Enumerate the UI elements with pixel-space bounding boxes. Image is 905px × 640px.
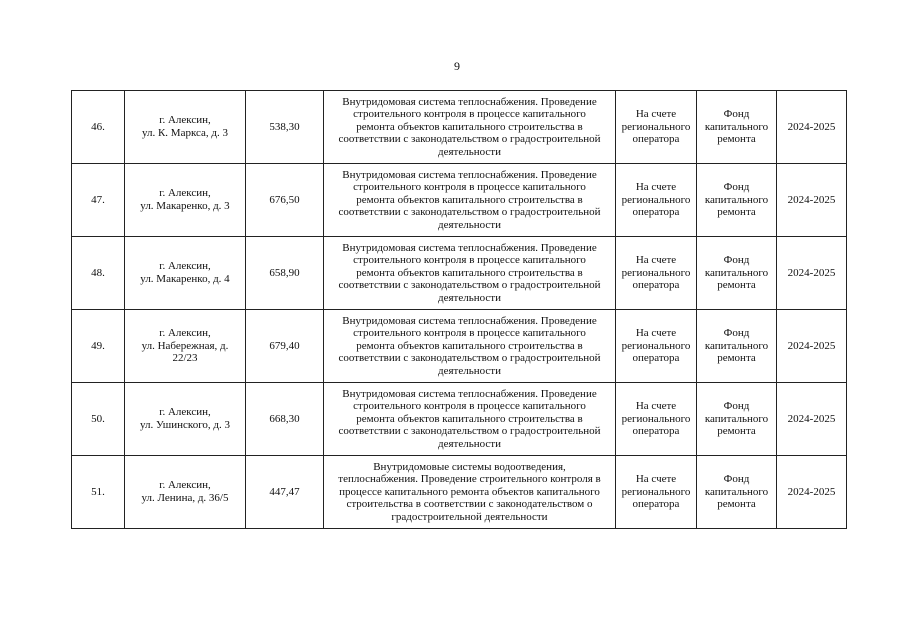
address-cell xyxy=(125,237,246,310)
account-line: На счете xyxy=(635,181,677,194)
work-description-cell xyxy=(324,164,616,237)
table-row xyxy=(72,310,847,383)
period-cell: 2024-2025 xyxy=(777,383,847,456)
fund-line: ремонта xyxy=(717,425,756,438)
account-line: регионального xyxy=(621,485,691,498)
work-line: Внутридомовая система теплоснабжения. Проведение xyxy=(342,168,597,181)
table-row xyxy=(72,237,847,310)
repair-plan-table xyxy=(71,90,847,529)
fund-line: ремонта xyxy=(717,133,756,146)
fund-line: капитального xyxy=(704,266,769,279)
fund-cell xyxy=(697,237,777,310)
work-description-cell xyxy=(324,91,616,164)
fund-line: ремонта xyxy=(717,352,756,365)
address-city: г. Алексин, xyxy=(159,327,211,340)
area-cell: 447,47 xyxy=(246,456,324,529)
fund-line: Фонд xyxy=(723,254,750,267)
address-city: г. Алексин, xyxy=(159,479,211,492)
area-cell: 679,40 xyxy=(246,310,324,383)
work-line: ремонта объектов капитального строительства в xyxy=(356,120,583,133)
work-line: ремонта объектов капитального строительства в xyxy=(356,412,583,425)
table-row xyxy=(72,383,847,456)
area-cell: 676,50 xyxy=(246,164,324,237)
period-cell: 2024-2025 xyxy=(777,310,847,383)
work-description-cell xyxy=(324,383,616,456)
work-line: ремонта объектов капитального строительства в xyxy=(356,339,583,352)
work-line: ремонта объектов капитального строительства в xyxy=(356,266,583,279)
fund-line: капитального xyxy=(704,412,769,425)
row-number: 49. xyxy=(72,310,125,383)
account-line: На счете xyxy=(635,108,677,121)
fund-line: Фонд xyxy=(723,181,750,194)
address-cell xyxy=(125,310,246,383)
row-number: 47. xyxy=(72,164,125,237)
period-cell: 2024-2025 xyxy=(777,456,847,529)
account-line: регионального xyxy=(621,339,691,352)
fund-cell xyxy=(697,383,777,456)
account-cell xyxy=(616,456,697,529)
work-line: строительного контроля в процессе капитального xyxy=(353,254,586,267)
account-line: На счете xyxy=(635,400,677,413)
address-cell xyxy=(125,91,246,164)
work-description-cell xyxy=(324,237,616,310)
account-line: регионального xyxy=(621,412,691,425)
account-cell xyxy=(616,383,697,456)
address-city: г. Алексин, xyxy=(159,260,211,273)
work-description-cell xyxy=(324,310,616,383)
account-line: оператора xyxy=(632,279,680,292)
table-row xyxy=(72,91,847,164)
row-number: 48. xyxy=(72,237,125,310)
address-street: ул. Набережная, д. 22/23 xyxy=(141,339,229,365)
period-cell: 2024-2025 xyxy=(777,164,847,237)
work-line: строительного контроля в процессе капитального xyxy=(353,327,586,340)
row-number: 46. xyxy=(72,91,125,164)
table-row xyxy=(72,164,847,237)
table-row xyxy=(72,456,847,529)
account-line: оператора xyxy=(632,133,680,146)
account-cell xyxy=(616,164,697,237)
account-line: На счете xyxy=(635,254,677,267)
account-line: оператора xyxy=(632,206,680,219)
account-cell xyxy=(616,91,697,164)
work-line: соответствии с законодательством о градостроительной xyxy=(338,279,601,292)
fund-line: капитального xyxy=(704,485,769,498)
address-street: ул. Макаренко, д. 3 xyxy=(140,200,230,212)
work-line: деятельности xyxy=(438,218,501,231)
fund-cell xyxy=(697,164,777,237)
account-line: оператора xyxy=(632,352,680,365)
fund-line: капитального xyxy=(704,120,769,133)
work-line: Внутридомовая система теплоснабжения. Проведение xyxy=(342,314,597,327)
area-cell: 658,90 xyxy=(246,237,324,310)
period-cell: 2024-2025 xyxy=(777,91,847,164)
address-city: г. Алексин, xyxy=(159,114,211,127)
work-line: строительного контроля в процессе капитального xyxy=(353,400,586,413)
address-street: ул. Ленина, д. 36/5 xyxy=(141,492,229,504)
account-line: На счете xyxy=(635,473,677,486)
row-number: 51. xyxy=(72,456,125,529)
address-cell xyxy=(125,383,246,456)
period-cell: 2024-2025 xyxy=(777,237,847,310)
address-cell xyxy=(125,164,246,237)
work-line: строительства в соответствии с законодательством о xyxy=(346,498,593,511)
address-street: ул. К. Маркса, д. 3 xyxy=(141,127,229,139)
work-line: деятельности xyxy=(438,364,501,377)
work-line: строительного контроля в процессе капитального xyxy=(353,108,586,121)
account-line: оператора xyxy=(632,498,680,511)
address-street: ул. Ушинского, д. 3 xyxy=(139,419,231,431)
row-number: 50. xyxy=(72,383,125,456)
fund-line: капитального xyxy=(704,193,769,206)
address-city: г. Алексин, xyxy=(159,406,211,419)
account-line: оператора xyxy=(632,425,680,438)
area-cell: 538,30 xyxy=(246,91,324,164)
account-cell xyxy=(616,310,697,383)
work-line: соответствии с законодательством о градостроительной xyxy=(338,133,601,146)
account-line: регионального xyxy=(621,120,691,133)
fund-cell xyxy=(697,91,777,164)
work-line: градостроительной деятельности xyxy=(391,510,548,523)
fund-line: ремонта xyxy=(717,498,756,511)
work-line: Внутридомовая система теплоснабжения. Проведение xyxy=(342,387,597,400)
work-line: Внутридомовая система теплоснабжения. Проведение xyxy=(342,95,597,108)
address-street: ул. Макаренко, д. 4 xyxy=(140,273,230,285)
work-line: деятельности xyxy=(438,145,501,158)
fund-line: Фонд xyxy=(723,473,750,486)
area-cell: 668,30 xyxy=(246,383,324,456)
fund-line: Фонд xyxy=(723,108,750,121)
fund-line: Фонд xyxy=(723,400,750,413)
work-line: строительного контроля в процессе капитального xyxy=(353,181,586,194)
work-line: процессе капитального ремонта объектов капитального xyxy=(339,485,600,498)
work-line: деятельности xyxy=(438,291,501,304)
account-line: На счете xyxy=(635,327,677,340)
work-line: Внутридомовые системы водоотведения, xyxy=(373,460,566,473)
account-cell xyxy=(616,237,697,310)
fund-line: капитального xyxy=(704,339,769,352)
fund-line: Фонд xyxy=(723,327,750,340)
account-line: регионального xyxy=(621,266,691,279)
work-line: соответствии с законодательством о градостроительной xyxy=(338,425,601,438)
work-line: соответствии с законодательством о градостроительной xyxy=(338,352,601,365)
fund-line: ремонта xyxy=(717,206,756,219)
work-line: Внутридомовая система теплоснабжения. Проведение xyxy=(342,241,597,254)
work-line: теплоснабжения. Проведение строительного контроля в xyxy=(338,473,601,486)
work-line: деятельности xyxy=(438,437,501,450)
work-description-cell xyxy=(324,456,616,529)
work-line: ремонта объектов капитального строительства в xyxy=(356,193,583,206)
fund-line: ремонта xyxy=(717,279,756,292)
address-cell xyxy=(125,456,246,529)
fund-cell xyxy=(697,456,777,529)
work-line: соответствии с законодательством о градостроительной xyxy=(338,206,601,219)
address-city: г. Алексин, xyxy=(159,187,211,200)
fund-cell xyxy=(697,310,777,383)
page-number: 9 xyxy=(454,59,460,73)
account-line: регионального xyxy=(621,193,691,206)
